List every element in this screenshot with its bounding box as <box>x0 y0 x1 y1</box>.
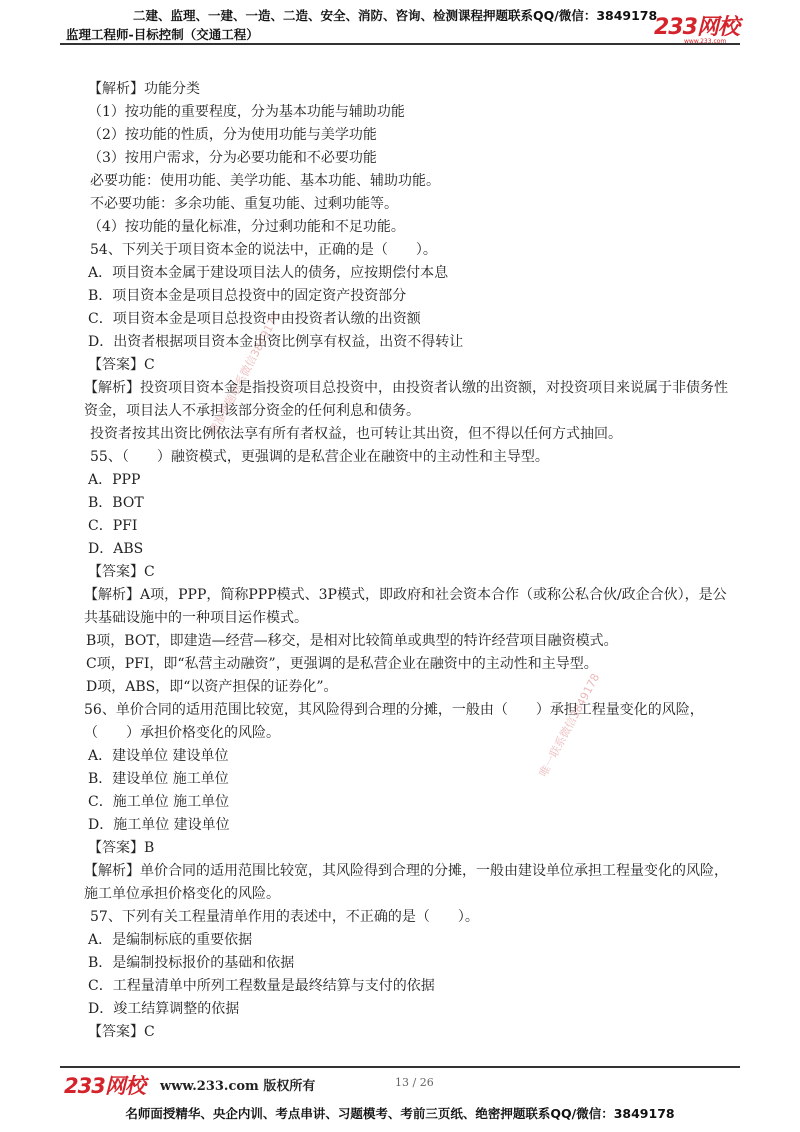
option-c: C．工程量清单中所列工程数量是最终结算与支付的依据 <box>88 978 435 994</box>
answer: 【答案】C <box>88 564 155 580</box>
option-b: B．BOT <box>88 495 144 511</box>
header-rule <box>60 43 740 45</box>
question-55: 55、（ ）融资模式，更强调的是私营企业在融资中的主动性和主导型。 <box>90 449 549 465</box>
option-c: C．PFI <box>88 518 138 534</box>
option-d: D．ABS <box>88 541 144 557</box>
question-57: 57、下列有关工程量清单作用的表述中，不正确的是（ ）。 <box>90 909 479 925</box>
header-promo: 二建、监理、一建、一造、二造、安全、消防、咨询、检测课程押题联系QQ/微信：3849178 <box>133 8 658 23</box>
text-line: （1）按功能的重要程度，分为基本功能与辅助功能 <box>88 104 405 120</box>
footer-promo: 名师面授精华、央企内训、考点串讲、习题模考、考前三页纸、绝密押题联系QQ/微信：3849178 <box>125 1106 675 1121</box>
option-c: C．施工单位 施工单位 <box>88 794 230 810</box>
text-line: （3）按用户需求，分为必要功能和不必要功能 <box>88 150 377 166</box>
answer: 【答案】C <box>88 1024 155 1040</box>
option-b: B．是编制投标报价的基础和依据 <box>88 955 295 971</box>
option-a: A．PPP <box>88 472 141 488</box>
text-line: 投资者按其出资比例依法享有所有者权益，也可转让其出资，但不得以任何方式抽回。 <box>90 426 622 442</box>
analysis-paragraph: 【解析】单价合同的适用范围比较宽，其风险得到合理的分摊，一般由建设单位承担工程量变化的风险，施工单位承担价格变化的风险。 <box>84 863 728 902</box>
option-a: A．是编制标底的重要依据 <box>88 932 253 948</box>
text-line: 必要功能：使用功能、美学功能、基本功能、辅助功能。 <box>90 173 440 189</box>
question-54: 54、下列关于项目资本金的说法中，正确的是（ ）。 <box>90 242 437 258</box>
text-line: C项，PFI，即“私营主动融资”，更强调的是私营企业在融资中的主动性和主导型。 <box>86 656 598 672</box>
answer: 【答案】B <box>88 840 155 856</box>
option-b: B．项目资本金是项目总投资中的固定资产投资部分 <box>88 288 407 304</box>
watermark-1: 精准押题联系微信3849178 <box>206 309 283 438</box>
text-line: B项，BOT，即建造—经营—移交，是相对比较简单或典型的特许经营项目融资模式。 <box>86 633 618 649</box>
option-b: B．建设单位 施工单位 <box>88 771 229 787</box>
document-body <box>84 78 738 1044</box>
footer-logo: 233网校 <box>64 1074 145 1098</box>
option-a: A．建设单位 建设单位 <box>88 748 229 764</box>
header-subject: 监理工程师-目标控制（交通工程） <box>66 27 259 42</box>
footer-rule <box>60 1066 740 1068</box>
answer: 【答案】C <box>88 357 155 373</box>
analysis-paragraph: 【解析】投资项目资本金是指投资项目总投资中，由投资者认缴的出资额，对投资项目来说属于非债务性资金，项目法人不承担该部分资金的任何利息和债务。 <box>84 380 728 419</box>
option-a: A．项目资本金属于建设项目法人的债务，应按期偿付本息 <box>88 265 449 281</box>
option-d: D．竣工结算调整的依据 <box>88 1001 240 1017</box>
watermark-2: 唯一联系微信3849178 <box>536 671 603 780</box>
analysis-paragraph: 【解析】A项，PPP，简称PPP模式、3P模式，即政府和社会资本合作（或称公私合伙/政企合伙），是公共基础设施中的一种项目运作模式。 <box>84 587 727 626</box>
text-line: 不必要功能：多余功能、重复功能、过剩功能等。 <box>90 196 398 212</box>
text-line: （4）按功能的量化标准，分过剩功能和不足功能。 <box>88 219 405 235</box>
footer-site: www.233.com 版权所有 <box>160 1079 316 1094</box>
option-d: D．施工单位 建设单位 <box>88 817 230 833</box>
text-line: （2）按功能的性质，分为使用功能与美学功能 <box>88 127 377 143</box>
analysis-label: 【解析】功能分类 <box>88 81 200 97</box>
option-c: C．项目资本金是项目总投资中由投资者认缴的出资额 <box>88 311 421 327</box>
option-d: D．出资者根据项目资本金出资比例享有权益，出资不得转让 <box>88 334 464 350</box>
header-logo: 233网校 <box>654 15 739 40</box>
question-56: 56、单价合同的适用范围比较宽，其风险得到合理的分摊，一般由（ ）承担工程量变化的风险，（ ）承担价格变化的风险。 <box>84 702 704 741</box>
text-line: D项，ABS，即“以资产担保的证券化”。 <box>86 679 338 695</box>
page-number: 13 / 26 <box>395 1076 434 1089</box>
header-logo-url: www.233.com <box>684 38 727 45</box>
